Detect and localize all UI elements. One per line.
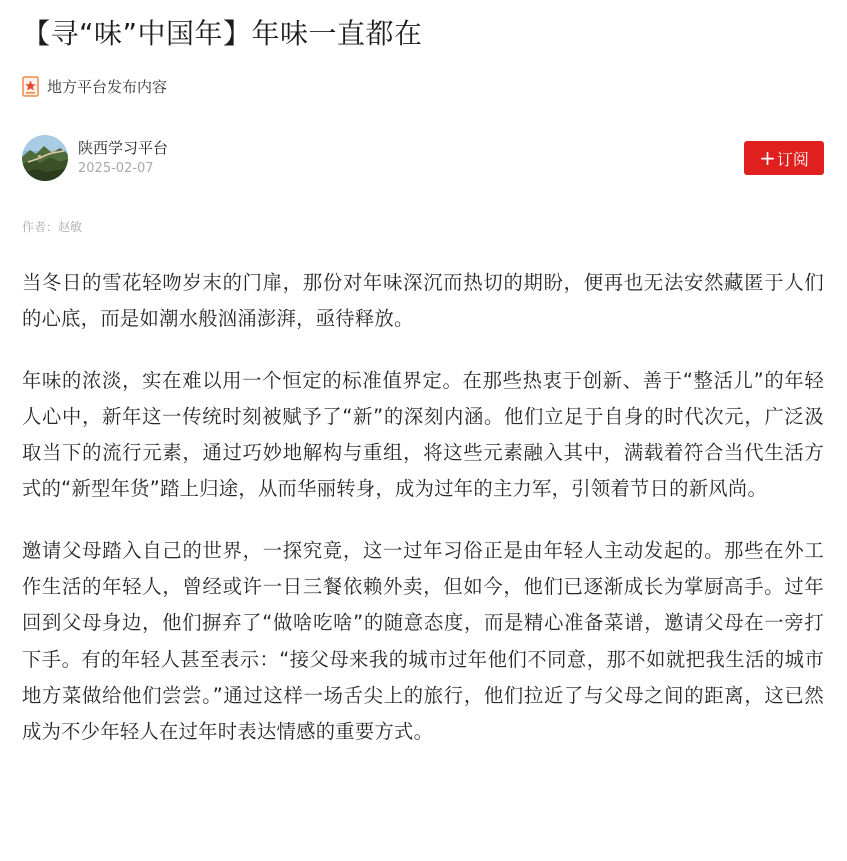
account-header (22, 134, 824, 182)
account-name[interactable]: 陕西学习平台 (78, 139, 169, 157)
subscribe-button[interactable] (744, 141, 824, 175)
badge-icon (22, 76, 39, 97)
source-row (22, 74, 167, 98)
avatar[interactable] (22, 135, 68, 181)
author-line: 作者：赵敏 (22, 220, 83, 234)
publish-date: 2025-02-07 (78, 161, 154, 176)
avatar-landscape-icon (22, 135, 68, 181)
paragraph: 当冬日的雪花轻吻岁末的门扉，那份对年味深沉而热切的期盼，便再也无法安然藏匿于人们的心底，而是如潮水般汹涌澎湃，亟待释放。 (22, 271, 824, 331)
plus-icon: + (759, 146, 776, 170)
article-title: 【寻“味”中国年】年味一直都在 (22, 17, 423, 50)
subscribe-label: 订阅 (776, 149, 809, 169)
paragraph: 邀请父母踏入自己的世界，一探究竟，这一过年习俗正是由年轻人主动发起的。那些在外工作生活的年轻人，曾经或许一日三餐依赖外卖，但如今，他们已逐渐成长为掌厨高手。过年回到父母身边，他们摒弃了“做啥吃啥”的随意态度，而是精心准备菜谱，邀请父母在一旁打下手。有的年轻人甚至表示：“接父母来我的城市过年他们不同意，那不如就把我生活的城市地方菜做给他们尝尝。”通过这样一场舌尖上的旅行，他们拉近了与父母之间的距离，这已然成为不少年轻人在过年时表达情感的重要方式。 (22, 538, 824, 744)
source-label: 地方平台发布内容 (47, 77, 168, 96)
paragraph: 年味的浓淡，实在难以用一个恒定的标准值界定。在那些热衷于创新、善于“整活儿”的年轻人心中，新年这一传统时刻被赋予了“新”的深刻内涵。他们立足于自身的时代次元，广泛汲取当下的流行元素，通过巧妙地解构与重组，将这些元素融入其中，满载着符合当代生活方式的“新型年货”踏上归途，从而华丽转身，成为过年的主力军，引领着节日的新风尚。 (22, 368, 824, 501)
article-body (22, 265, 824, 776)
